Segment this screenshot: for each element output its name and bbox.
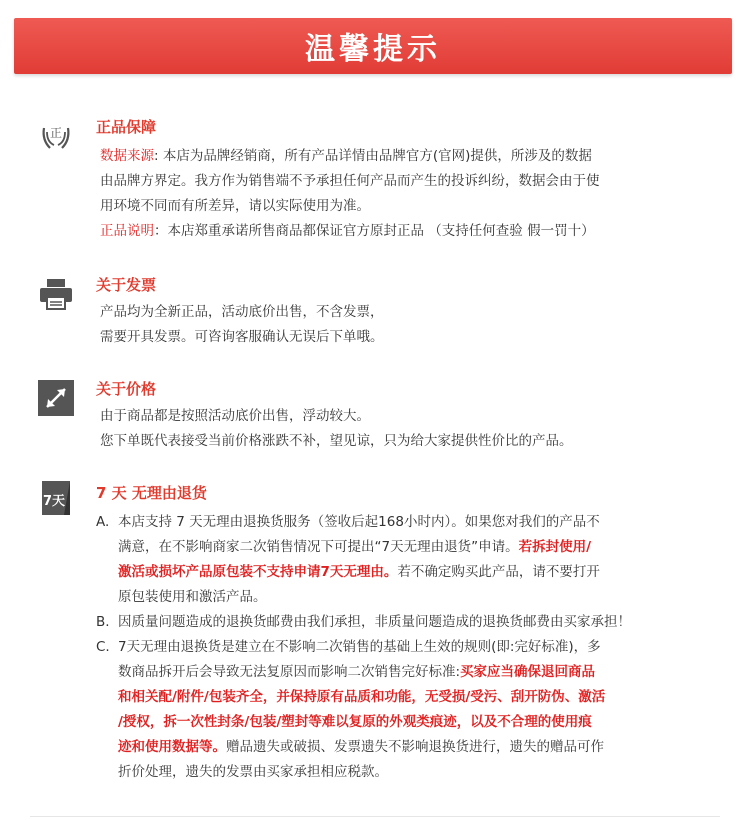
bottom-divider (30, 816, 720, 817)
seven-day-return-icon (38, 480, 74, 516)
item-a-red-2: 激活或损坏产品原包装不支持申请7天无理由。 (118, 564, 398, 580)
price-arrow-icon (38, 380, 74, 416)
item-a-text-1: 本店支持 7 天无理由退换货服务（签收后起168小时内）。如果您对我们的产品不 (118, 514, 600, 530)
price-line-2: 您下单既代表接受当前价格涨跌不补，望见谅，只为给大家提供性价比的产品。 (100, 433, 573, 449)
price-body (100, 404, 730, 454)
price-title: 关于价格 (96, 380, 157, 398)
item-c-red-2: 和相关配/附件/包装齐全，并保持原有品质和功能，无受损/受污、刮开防伪、激活 (118, 689, 606, 705)
return-title: 7 天 无理由退货 (96, 484, 207, 502)
invoice-body (100, 300, 730, 350)
return-item-a (96, 510, 736, 610)
item-c-text-3: 赠品遗失或破损、发票遗失不影响退换货进行，遗失的赠品可作 (226, 739, 604, 755)
header-banner (14, 18, 732, 74)
printer-icon (38, 276, 74, 312)
item-a-text-4: 原包装使用和激活产品。 (118, 589, 267, 605)
item-c-text-1: 7天无理由退换货是建立在不影响二次销售的基础上生效的规则(即:完好标准)，多 (118, 639, 601, 655)
item-a-text-2: 满意，在不影响商家二次销售情况下可提出“7天无理由退货”申请。 (118, 539, 519, 555)
genuine-title: 正品保障 (96, 118, 157, 136)
page-title: 温馨提示 (305, 32, 441, 67)
return-item-c (96, 635, 736, 785)
item-a-red-1: 若拆封使用/ (518, 539, 592, 555)
item-b-text: 因质量问题造成的退换货邮费由我们承担，非质量问题造成的退换货邮费由买家承担！ (118, 614, 631, 630)
source-text-3: 用环境不同而有所差异，请以实际使用为准。 (100, 198, 370, 214)
invoice-line-2: 需要开具发票。可咨询客服确认无误后下单哦。 (100, 329, 384, 345)
invoice-line-1: 产品均为全新正品，活动底价出售，不含发票， (100, 304, 384, 320)
item-c-label: C. (96, 639, 110, 655)
item-c-text-2: 数商品拆开后会导致无法复原因而影响二次销售完好标准: (118, 664, 461, 680)
seven-day-icon-text: 7天 (42, 494, 66, 509)
genuine-hands-icon (38, 118, 74, 154)
item-b-label: B. (96, 614, 110, 630)
genuine-icon-char: 正 (49, 126, 63, 140)
invoice-title: 关于发票 (96, 276, 157, 294)
item-c-red-1: 买家应当确保退回商品 (460, 664, 596, 680)
item-a-label: A. (96, 514, 110, 530)
source-text-1: : 本店为品牌经销商，所有产品详情由品牌官方(官网)提供，所涉及的数据 (154, 148, 592, 164)
return-item-b (96, 610, 736, 635)
item-c-text-4: 折价处理，遗失的发票由买家承担相应税款。 (118, 764, 388, 780)
item-a-text-3: 若不确定购买此产品，请不要打开 (397, 564, 600, 580)
genuine-body (100, 144, 730, 244)
source-label: 数据来源 (100, 148, 154, 164)
item-c-red-3: /授权，拆一次性封条/包装/塑封等难以复原的外观类痕迹，以及不合理的使用痕 (118, 714, 592, 730)
item-c-red-4: 迹和使用数据等。 (118, 739, 226, 755)
return-list (96, 510, 736, 785)
note-label: 正品说明 (100, 223, 154, 239)
note-text: ：本店郑重承诺所售商品都保证官方原封正品 （支持任何查验 假一罚十） (154, 223, 595, 239)
price-line-1: 由于商品都是按照活动底价出售，浮动较大。 (100, 408, 370, 424)
source-text-2: 由品牌方界定。我方作为销售端不予承担任何产品而产生的投诉纠纷，数据会由于使 (100, 173, 600, 189)
